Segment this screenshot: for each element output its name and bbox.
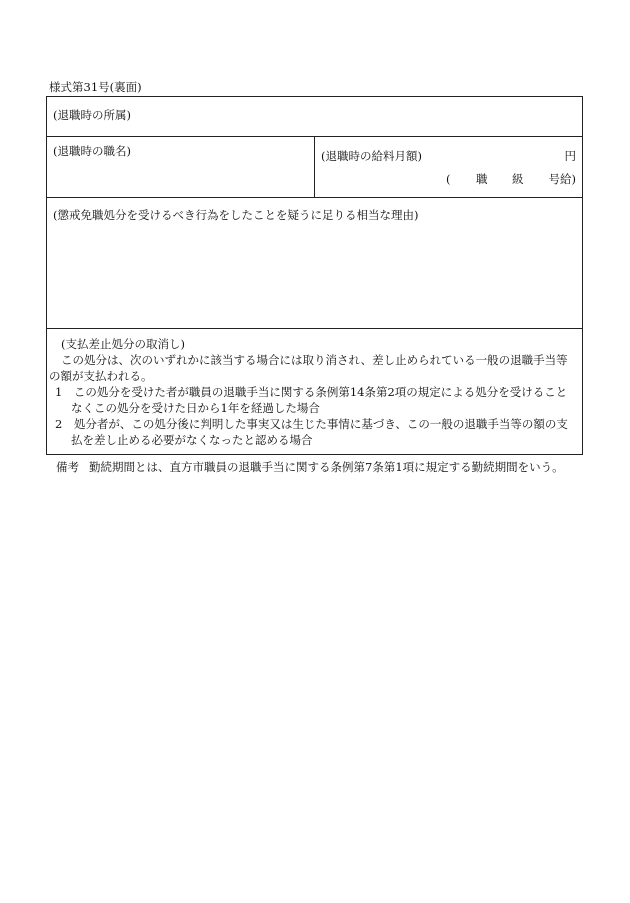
reason-row: [47, 198, 582, 329]
cancellation-item2-line2: 払を差し止める必要がなくなったと認める場合: [71, 433, 313, 447]
cancellation-section: [47, 329, 582, 454]
post-salary-row: [47, 137, 582, 198]
cancellation-item1-line1: 1 この処分を受けた者が職員の退職手当に関する条例第14条第2項の規定による処分を受けること: [55, 385, 568, 399]
yen-unit: 円: [564, 149, 576, 163]
post-cell: [47, 137, 315, 197]
cancellation-intro-line1: この処分は、次のいずれかに該当する場合には取り消され、差し止められている一般の退職手当等: [61, 353, 568, 367]
grade-gokyu: 号給): [548, 172, 576, 186]
grade-shoku: 職: [476, 172, 488, 186]
department-label: (退職時の所属): [53, 108, 131, 122]
post-label: (退職時の職名): [53, 144, 131, 158]
cancellation-item2-line1: 2 処分者が、この処分後に判明した事実又は生じた事情に基づき、この一般の退職手当等の額の支: [55, 417, 568, 431]
grade-open-paren: (: [446, 172, 451, 186]
remark-label: 備考: [56, 460, 79, 474]
cancellation-heading: (支払差止処分の取消し): [61, 337, 185, 351]
reason-label: (懲戒免職処分を受けるべき行為をしたことを疑うに足りる相当な理由): [53, 208, 419, 222]
remark-text: 勤続期間とは、直方市職員の退職手当に関する条例第7条第1項に規定する勤続期間をいう。: [89, 460, 564, 474]
department-row: [47, 97, 582, 137]
salary-cell: [315, 137, 582, 197]
grade-kyu: 級: [512, 172, 524, 186]
cancellation-intro-line2: の額が支払われる。: [49, 369, 153, 383]
salary-label: (退職時の給料月額): [321, 149, 422, 163]
remark: [56, 459, 564, 475]
form-number: 様式第31号(裏面): [49, 80, 142, 94]
cancellation-item1-line2: なくこの処分を受けた日から1年を経過した場合: [71, 401, 320, 415]
form-table: [46, 96, 583, 455]
